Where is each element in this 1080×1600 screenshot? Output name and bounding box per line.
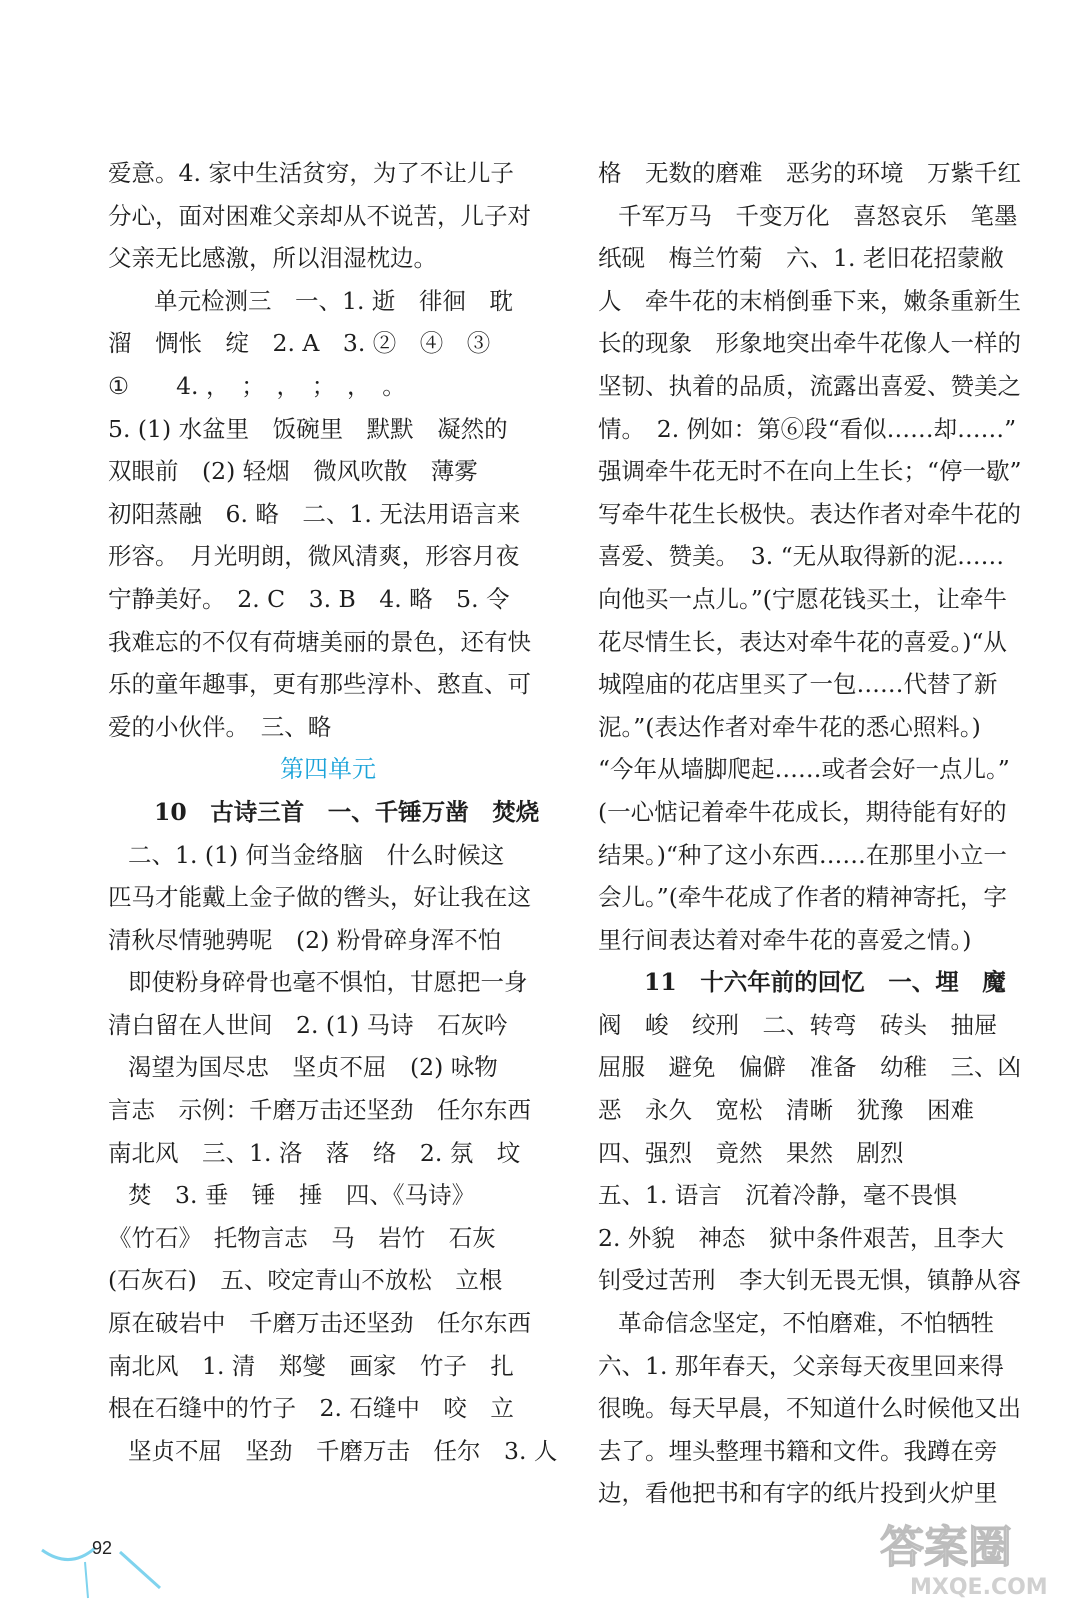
text-line: 溜 惆怅 绽 2. A 3. ② ④ ③ (108, 329, 491, 358)
text-line: 宁静美好。 2. C 3. B 4. 略 5. 令 (108, 584, 510, 613)
text-line: 双眼前 (2) 轻烟 微风吹散 薄雾 (108, 457, 478, 486)
text-line: 2. 外貌 神态 狱中条件艰苦，且李大 (598, 1223, 1004, 1252)
text-line: (一心惦记着牵牛花成长，期待能有好的 (598, 797, 1007, 826)
text-line: 纸砚 梅兰竹菊 六、1. 老旧花招蒙敝 (598, 244, 1004, 273)
text-line: 很晚。每天早晨，不知道什么时候他又出 (598, 1394, 1021, 1423)
section-title-unit-test-3: 单元检测三 一、1. 逝 徘徊 耽 (154, 286, 513, 315)
text-line: 喜爱、赞美。 3. “无从取得新的泥…… (598, 542, 1005, 571)
text-line: 屈服 避免 偏僻 准备 幼稚 三、凶 (598, 1053, 1021, 1082)
text-line: 坚贞不屈 坚劲 千磨万击 任尔 3. 人 (128, 1436, 558, 1465)
text-line: 边，看他把书和有字的纸片投到火炉里 (598, 1479, 998, 1508)
text-line: 向他买一点儿。”(宁愿花钱买土，让牵牛 (598, 584, 1007, 613)
watermark-title: 答案圈 (880, 1522, 1012, 1573)
text-line: 格 无数的磨难 恶劣的环境 万紫千红 (598, 159, 1021, 187)
text-line: 爱的小伙伴。 三、略 (108, 712, 332, 741)
text-line: 初阳蒸融 6. 略 二、1. 无法用语言来 (108, 499, 521, 528)
unit-4-heading: 第四单元 (280, 755, 376, 784)
text-line: 焚 3. 垂 锤 捶 四、《马诗》 (128, 1181, 476, 1210)
text-line: 里行间表达着对牵牛花的喜爱之情。) (598, 925, 972, 954)
text-line: 形容。 月光明朗，微风清爽，形容月夜 (108, 542, 520, 571)
text-line: ① 4. ， ； ， ； ， 。 (108, 371, 406, 400)
text-line: 钊受过苦刑 李大钊无畏无惧，镇静从容 (598, 1266, 1021, 1295)
text-line: 原在破岩中 千磨万击还坚劲 任尔东西 (108, 1309, 531, 1338)
text-line: 阀 峻 绞刑 二、转弯 砖头 抽屉 (598, 1010, 998, 1039)
text-line: 即使粉身碎骨也毫不惧怕，甘愿把一身 (128, 968, 528, 997)
text-line: 去了。埋头整理书籍和文件。我蹲在旁 (598, 1436, 998, 1465)
text-line: 会儿。”(牵牛花成了作者的精神寄托，字 (598, 883, 1007, 912)
lesson-10-title: 10 古诗三首 一、千锤万凿 焚烧 (154, 797, 540, 826)
text-line: 坚韧、执着的品质，流露出喜爱、赞美之 (598, 371, 1021, 400)
text-line: 《竹石》 托物言志 马 岩竹 石灰 (108, 1223, 496, 1252)
text-line: 二、1. (1) 何当金络脑 什么时候这 (128, 840, 505, 869)
text-line: 清秋尽情驰骋呢 (2) 粉骨碎身浑不怕 (108, 925, 502, 954)
text-line: 泥。”(表达作者对牵牛花的悉心照料。) (598, 712, 981, 741)
text-line: 强调牵牛花无时不在向上生长；“停一歇” (598, 457, 1022, 486)
page-number: 92 (92, 1538, 113, 1558)
text-line: 匹马才能戴上金子做的辔头，好让我在这 (108, 883, 531, 912)
text-line: (石灰石) 五、咬定青山不放松 立根 (108, 1266, 503, 1295)
right-column (598, 152, 1038, 1515)
text-line: 革命信念坚定，不怕磨难，不怕牺牲 (618, 1309, 994, 1338)
text-line: 千军万马 千变万化 喜怒哀乐 笔墨 (618, 201, 1018, 230)
text-line: 五、1. 语言 沉着冷静，毫不畏惧 (598, 1181, 957, 1210)
text-line: 5. (1) 水盆里 饭碗里 默默 凝然的 (108, 414, 508, 443)
text-line: 南北风 三、1. 洛 落 络 2. 氛 坟 (108, 1138, 521, 1167)
text-line: 人 牵牛花的末梢倒垂下来，嫩条重新生 (598, 286, 1021, 315)
text-line: 爱意。4. 家中生活贫穷，为了不让儿子 (108, 159, 514, 187)
text-line: 分心，面对困难父亲却从不说苦，儿子对 (108, 201, 531, 230)
text-line: 结果。)“种了这小东西……在那里小立一 (598, 840, 1007, 869)
text-line: 恶 永久 宽松 清晰 犹豫 困难 (598, 1096, 974, 1125)
left-column (108, 152, 558, 1472)
text-line: 清白留在人世间 2. (1) 马诗 石灰吟 (108, 1010, 508, 1039)
text-line: 四、强烈 竟然 果然 剧烈 (598, 1138, 904, 1167)
text-line: 根在石缝中的竹子 2. 石缝中 咬 立 (108, 1394, 514, 1423)
text-line: 南北风 1. 清 郑燮 画家 竹子 扎 (108, 1351, 514, 1380)
lesson-11-title: 11 十六年前的回忆 一、埋 魔 (644, 968, 1006, 997)
text-line: 花尽情生长，表达对牵牛花的喜爱。)“从 (598, 627, 1007, 656)
text-line: 六、1. 那年春天，父亲每天夜里回来得 (598, 1351, 1004, 1380)
text-line: 父亲无比感激，所以泪湿枕边。 (108, 244, 437, 273)
text-line: 渴望为国尽忠 坚贞不屈 (2) 咏物 (128, 1053, 498, 1082)
text-line: 乐的童年趣事，更有那些淳朴、憨直、可 (108, 670, 531, 699)
watermark-url: MXQE.COM (910, 1575, 1048, 1600)
watermark-logo (872, 1510, 1062, 1600)
text-line: 情。 2. 例如：第⑥段“看似……却……” (598, 414, 1017, 443)
text-line: 城隍庙的花店里买了一包……代替了新 (598, 670, 998, 699)
text-line: “今年从墙脚爬起……或者会好一点儿。” (598, 755, 1010, 784)
text-line: 言志 示例：千磨万击还坚劲 任尔东西 (108, 1096, 531, 1125)
text-line: 长的现象 形象地突出牵牛花像人一样的 (598, 329, 1021, 358)
text-line: 我难忘的不仅有荷塘美丽的景色，还有快 (108, 627, 531, 656)
text-line: 写牵牛花生长极快。表达作者对牵牛花的 (598, 499, 1021, 528)
